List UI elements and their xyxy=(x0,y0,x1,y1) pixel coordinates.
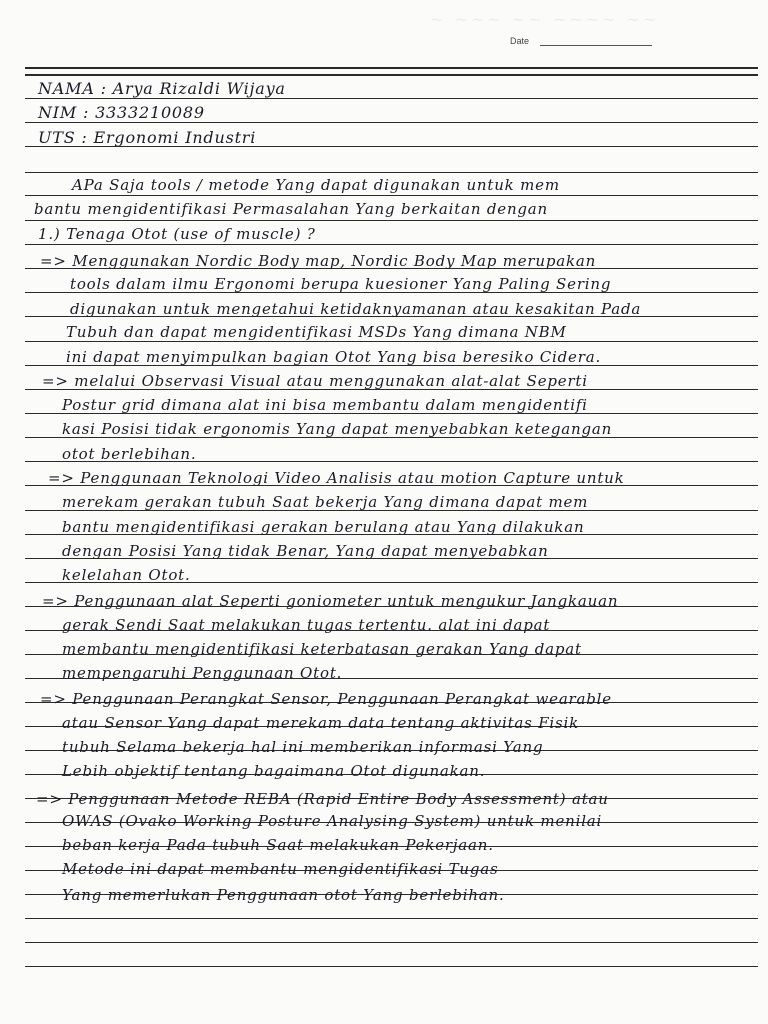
ruled-line xyxy=(25,244,758,245)
handwritten-line: bantu mengidentifikasi Permasalahan Yang berkaitan dengan xyxy=(34,200,549,218)
handwritten-line: digunakan untuk mengetahui ketidaknyamanan atau kesakitan Pada xyxy=(70,300,642,318)
handwritten-line: OWAS (Ovako Working Posture Analysing System) untuk menilai xyxy=(62,812,603,830)
ruled-line xyxy=(25,942,758,943)
handwritten-line: merekam gerakan tubuh Saat bekerja Yang dimana dapat mem xyxy=(62,493,589,511)
date-underline xyxy=(540,45,652,46)
show-through-mark: ~ ~~~ ~~ ~~~~ ~~ xyxy=(430,10,660,29)
handwritten-line: bantu mengidentifikasi gerakan berulang atau Yang dilakukan xyxy=(62,518,585,536)
handwritten-line: mempengaruhi Penggunaan Otot. xyxy=(62,664,343,682)
handwritten-line: => Menggunakan Nordic Body map, Nordic Body Map merupakan xyxy=(40,252,597,270)
handwritten-line: beban kerja Pada tubuh Saat melakukan Pekerjaan. xyxy=(62,836,494,854)
handwritten-line: tubuh Selama bekerja hal ini memberikan informasi Yang xyxy=(62,738,544,756)
handwritten-line: gerak Sendi Saat melakukan tugas tertentu. alat ini dapat xyxy=(62,616,551,634)
handwritten-line: kelelahan Otot. xyxy=(62,566,191,584)
handwritten-line: APa Saja tools / metode Yang dapat digunakan untuk mem xyxy=(72,176,560,194)
ruled-line xyxy=(25,122,758,123)
handwritten-line: => Penggunaan Teknologi Video Analisis atau motion Capture untuk xyxy=(48,469,625,487)
handwritten-line: Tubuh dan dapat mengidentifikasi MSDs Yang dimana NBM xyxy=(66,323,567,341)
handwritten-line: 1.) Tenaga Otot (use of muscle) ? xyxy=(38,225,316,243)
ruled-line xyxy=(25,918,758,919)
handwritten-line: membantu mengidentifikasi keterbatasan gerakan Yang dapat xyxy=(62,640,582,658)
ruled-line xyxy=(25,98,758,99)
handwritten-line: Lebih objektif tentang bagaimana Otot digunakan. xyxy=(62,762,486,780)
handwritten-line: otot berlebihan. xyxy=(62,445,197,463)
handwritten-line: Postur grid dimana alat ini bisa membantu dalam mengidentifi xyxy=(62,396,588,414)
handwritten-line: Metode ini dapat membantu mengidentifikasi Tugas xyxy=(62,860,499,878)
handwritten-line: kasi Posisi tidak ergonomis Yang dapat menyebabkan ketegangan xyxy=(62,420,613,438)
ruled-line xyxy=(25,195,758,196)
nim-line: NIM : 3333210089 xyxy=(38,103,205,122)
ruled-line xyxy=(25,74,758,76)
handwritten-line: dengan Posisi Yang tidak Benar, Yang dapat menyebabkan xyxy=(62,542,549,560)
handwritten-line: atau Sensor Yang dapat merekam data tentang aktivitas Fisik xyxy=(62,714,579,732)
ruled-line xyxy=(25,341,758,342)
handwritten-line: ini dapat menyimpulkan bagian Otot Yang bisa beresiko Cidera. xyxy=(66,348,602,366)
name-line: NAMA : Arya Rizaldi Wijaya xyxy=(38,79,286,98)
handwritten-line: => Penggunaan Perangkat Sensor, Penggunaan Perangkat wearable xyxy=(40,690,612,708)
handwritten-line: => melalui Observasi Visual atau menggunakan alat-alat Seperti xyxy=(42,372,588,390)
ruled-line xyxy=(25,220,758,221)
handwritten-line: tools dalam ilmu Ergonomi berupa kuesioner Yang Paling Sering xyxy=(70,275,612,293)
date-label: Date xyxy=(510,36,530,46)
uts-line: UTS : Ergonomi Industri xyxy=(38,128,257,147)
handwritten-line: => Penggunaan alat Seperti goniometer untuk mengukur Jangkauan xyxy=(42,592,619,610)
ruled-line xyxy=(25,67,758,69)
handwritten-line: => Penggunaan Metode REBA (Rapid Entire Body Assessment) atau xyxy=(36,790,609,808)
handwritten-line: Yang memerlukan Penggunaan otot Yang berlebihan. xyxy=(62,886,505,904)
ruled-line xyxy=(25,172,758,173)
ruled-line xyxy=(25,966,758,967)
